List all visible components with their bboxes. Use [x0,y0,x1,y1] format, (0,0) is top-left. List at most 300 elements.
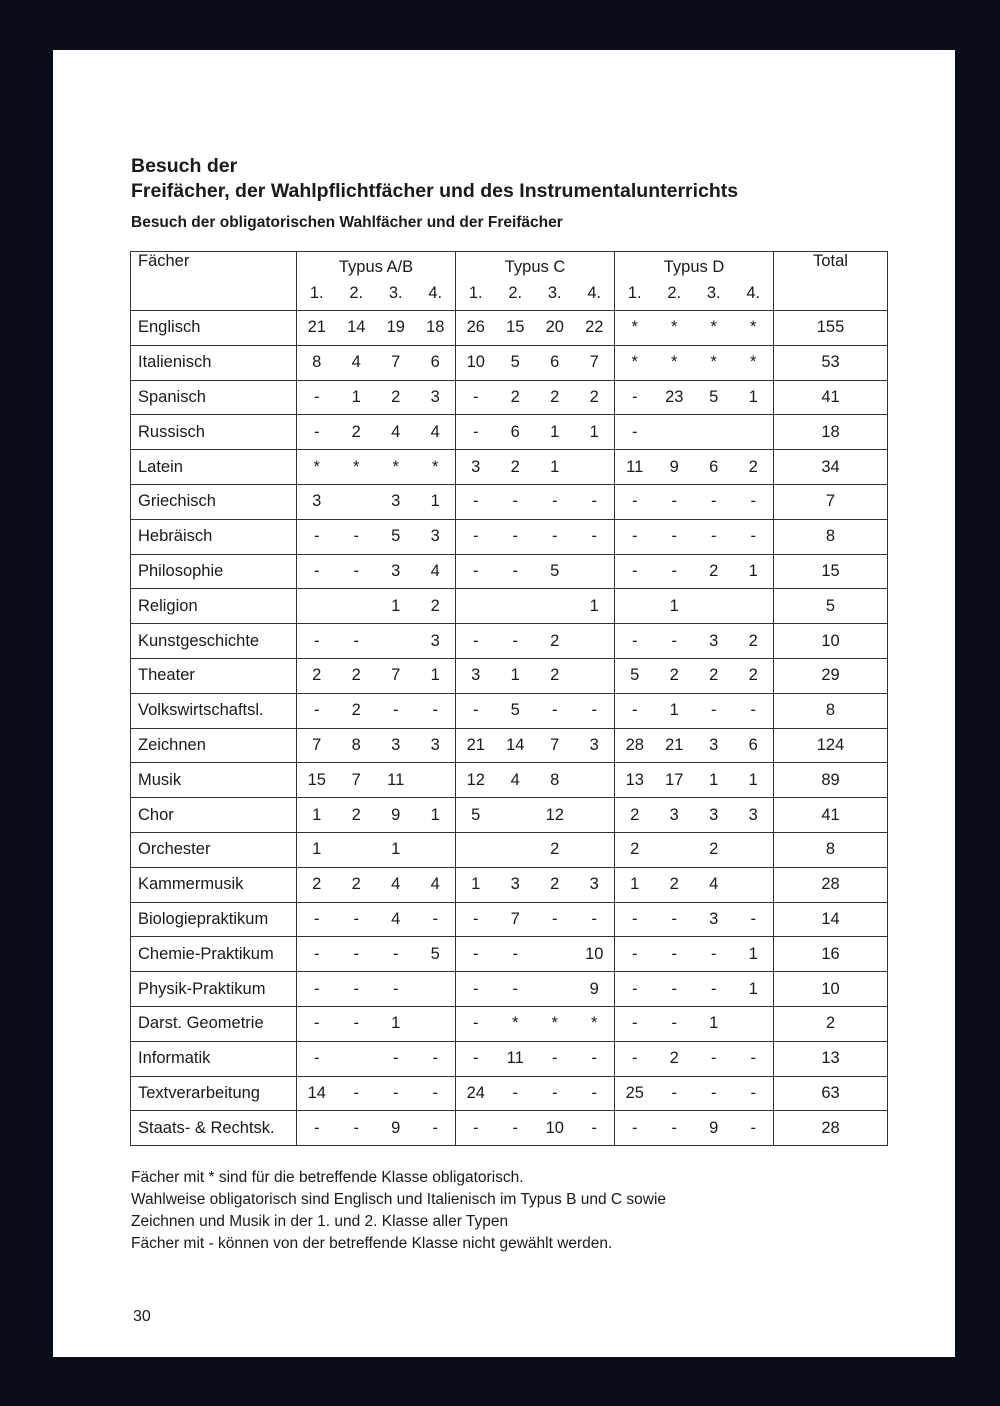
table-row [131,345,888,380]
value-cell-d-1: - [615,380,655,415]
value-cell-d-4 [734,867,774,902]
header-total: Total [774,252,888,311]
value-cell-d-4: - [734,1076,774,1111]
value-cell-c-3: 2 [535,624,575,659]
value-cell-ab-2: - [337,972,377,1007]
value-cell-ab-3: 4 [376,867,416,902]
value-cell-ab-1 [297,589,337,624]
value-cell-c-2: 15 [496,311,536,346]
value-cell-d-3: 3 [694,624,734,659]
value-cell-ab-1: 3 [297,484,337,519]
header-class: 4. [428,284,443,302]
table-body [131,311,888,1146]
total-cell: 89 [774,763,888,798]
total-cell: 10 [774,624,888,659]
value-cell-c-2: - [496,937,536,972]
value-cell-d-2: - [655,972,695,1007]
value-cell-d-1: * [615,311,655,346]
value-cell-ab-2: - [337,1076,377,1111]
table-row [131,867,888,902]
table-row [131,311,888,346]
value-cell-c-3 [535,972,575,1007]
header-class: 3. [706,284,721,302]
value-cell-d-4: * [734,345,774,380]
value-cell-ab-1: 2 [297,867,337,902]
value-cell-c-1: - [456,519,496,554]
value-cell-d-1: 1 [615,867,655,902]
value-cell-c-3: 6 [535,345,575,380]
value-cell-d-1: 25 [615,1076,655,1111]
header-class: 2. [349,284,364,302]
value-cell-ab-2: - [337,624,377,659]
value-cell-d-1: - [615,484,655,519]
total-cell: 34 [774,450,888,485]
value-cell-c-2: - [496,972,536,1007]
footnote: Fächer mit * sind für die betreffende Klasse obligatorisch. [131,1169,524,1186]
table-row [131,798,888,833]
value-cell-d-4: 3 [734,798,774,833]
value-cell-ab-4: 4 [416,554,456,589]
value-cell-c-2: - [496,1076,536,1111]
value-cell-d-3: 3 [694,728,734,763]
value-cell-ab-1: - [297,902,337,937]
table-row [131,380,888,415]
value-cell-c-2: 3 [496,867,536,902]
subject-cell: Kammermusik [131,867,297,902]
title-line-1: Besuch der [131,155,238,177]
value-cell-c-2: 5 [496,693,536,728]
subject-cell: Philosophie [131,554,297,589]
value-cell-c-1: 3 [456,658,496,693]
value-cell-c-4 [575,624,615,659]
value-cell-d-4: 2 [734,658,774,693]
total-cell: 41 [774,380,888,415]
value-cell-ab-1: - [297,1006,337,1041]
value-cell-ab-3 [376,624,416,659]
subject-cell: Russisch [131,415,297,450]
value-cell-ab-1: 2 [297,658,337,693]
value-cell-ab-4: - [416,1076,456,1111]
table-row [131,554,888,589]
value-cell-c-4: - [575,902,615,937]
value-cell-c-2 [496,798,536,833]
value-cell-ab-4: - [416,1111,456,1146]
value-cell-ab-1: - [297,415,337,450]
total-cell: 10 [774,972,888,1007]
table-row [131,450,888,485]
subject-cell: Chemie-Praktikum [131,937,297,972]
value-cell-ab-1: - [297,380,337,415]
footnote: Zeichnen und Musik in der 1. und 2. Klasse aller Typen [131,1213,509,1230]
value-cell-ab-3: 4 [376,415,416,450]
value-cell-d-4 [734,589,774,624]
value-cell-c-2: 7 [496,902,536,937]
value-cell-ab-1: - [297,1111,337,1146]
value-cell-d-2: - [655,1076,695,1111]
value-cell-ab-1: * [297,450,337,485]
value-cell-d-1: 11 [615,450,655,485]
value-cell-d-4: 1 [734,937,774,972]
value-cell-c-4: 3 [575,728,615,763]
value-cell-d-1: 13 [615,763,655,798]
value-cell-ab-1: - [297,624,337,659]
total-cell: 5 [774,589,888,624]
value-cell-d-2: 23 [655,380,695,415]
value-cell-d-4 [734,832,774,867]
table-row [131,693,888,728]
table-row [131,832,888,867]
value-cell-d-4: - [734,519,774,554]
value-cell-c-1: 3 [456,450,496,485]
value-cell-ab-1: 1 [297,832,337,867]
value-cell-c-4: - [575,693,615,728]
value-cell-ab-3: - [376,937,416,972]
value-cell-d-1: - [615,554,655,589]
value-cell-d-4: - [734,1111,774,1146]
value-cell-d-3: 2 [694,832,734,867]
value-cell-d-1: - [615,415,655,450]
value-cell-c-1: - [456,1041,496,1076]
total-cell: 41 [774,798,888,833]
value-cell-ab-2: 14 [337,311,377,346]
value-cell-ab-4: * [416,450,456,485]
value-cell-d-4: 1 [734,380,774,415]
value-cell-c-1: 1 [456,867,496,902]
value-cell-c-2: * [496,1006,536,1041]
value-cell-c-1: - [456,484,496,519]
value-cell-d-2: - [655,554,695,589]
value-cell-c-1: - [456,937,496,972]
value-cell-ab-1: - [297,554,337,589]
subject-cell: Italienisch [131,345,297,380]
title-line-2: Freifächer, der Wahlpflichtfächer und des Instrumentalunterrichts [131,180,739,202]
value-cell-ab-3: - [376,1041,416,1076]
value-cell-c-2: 4 [496,763,536,798]
value-cell-c-3: 20 [535,311,575,346]
value-cell-c-1: 12 [456,763,496,798]
value-cell-d-1: - [615,902,655,937]
value-cell-ab-1: - [297,693,337,728]
value-cell-d-1: * [615,345,655,380]
value-cell-d-1: - [615,519,655,554]
value-cell-c-4 [575,450,615,485]
value-cell-d-4: 2 [734,450,774,485]
subject-cell: Griechisch [131,484,297,519]
value-cell-c-3: 2 [535,867,575,902]
value-cell-ab-1: 8 [297,345,337,380]
value-cell-d-3: - [694,937,734,972]
value-cell-c-4: 1 [575,415,615,450]
value-cell-d-4: - [734,902,774,937]
total-cell: 13 [774,1041,888,1076]
value-cell-c-3: 5 [535,554,575,589]
value-cell-d-4: 1 [734,554,774,589]
page-title [131,154,738,204]
total-cell: 2 [774,1006,888,1041]
value-cell-c-2: - [496,519,536,554]
value-cell-c-3: - [535,1076,575,1111]
table-row [131,484,888,519]
value-cell-d-1 [615,589,655,624]
value-cell-ab-4: - [416,902,456,937]
total-cell: 18 [774,415,888,450]
subject-cell: Darst. Geometrie [131,1006,297,1041]
value-cell-c-4 [575,798,615,833]
value-cell-d-4: - [734,693,774,728]
table-row [131,415,888,450]
header-class: 4. [587,284,602,302]
value-cell-d-4: 2 [734,624,774,659]
value-cell-d-2: - [655,484,695,519]
value-cell-d-2: * [655,345,695,380]
value-cell-c-3: 1 [535,450,575,485]
value-cell-ab-3: 11 [376,763,416,798]
subject-cell: Religion [131,589,297,624]
value-cell-ab-2: 4 [337,345,377,380]
value-cell-c-1: - [456,554,496,589]
value-cell-d-4: - [734,484,774,519]
footnotes [131,1167,666,1255]
value-cell-d-2: 1 [655,589,695,624]
value-cell-c-3: - [535,519,575,554]
header-class: 1. [627,284,642,302]
subject-cell: Spanisch [131,380,297,415]
subject-cell: Volkswirtschaftsl. [131,693,297,728]
value-cell-c-4 [575,763,615,798]
value-cell-c-2: 2 [496,450,536,485]
value-cell-c-3: 12 [535,798,575,833]
total-cell: 63 [774,1076,888,1111]
value-cell-d-4: 1 [734,972,774,1007]
total-cell: 124 [774,728,888,763]
value-cell-ab-3: - [376,972,416,1007]
value-cell-ab-3: 7 [376,345,416,380]
value-cell-ab-1: - [297,972,337,1007]
value-cell-ab-4: 6 [416,345,456,380]
value-cell-d-2: - [655,519,695,554]
value-cell-d-3 [694,415,734,450]
value-cell-d-4 [734,1006,774,1041]
value-cell-ab-3: 5 [376,519,416,554]
value-cell-d-3: - [694,693,734,728]
value-cell-c-4: - [575,1076,615,1111]
value-cell-ab-2: - [337,937,377,972]
value-cell-ab-4 [416,1006,456,1041]
value-cell-c-1: 21 [456,728,496,763]
value-cell-c-1: - [456,415,496,450]
value-cell-c-3: - [535,693,575,728]
value-cell-d-2: - [655,937,695,972]
value-cell-ab-4: 4 [416,415,456,450]
header-class: 3. [547,284,562,302]
value-cell-d-3: 9 [694,1111,734,1146]
table-row [131,624,888,659]
value-cell-d-3: 1 [694,1006,734,1041]
value-cell-ab-3: 9 [376,798,416,833]
header-class: 2. [667,284,682,302]
value-cell-ab-1: - [297,1041,337,1076]
table-row [131,763,888,798]
value-cell-ab-3: 2 [376,380,416,415]
value-cell-c-2: 5 [496,345,536,380]
value-cell-ab-4: 2 [416,589,456,624]
value-cell-d-2: * [655,311,695,346]
value-cell-c-3: * [535,1006,575,1041]
value-cell-ab-4: 5 [416,937,456,972]
value-cell-ab-3: - [376,693,416,728]
value-cell-d-3: 6 [694,450,734,485]
value-cell-d-1: - [615,1111,655,1146]
value-cell-c-1: - [456,1111,496,1146]
subject-cell: Informatik [131,1041,297,1076]
value-cell-ab-2: - [337,1111,377,1146]
value-cell-d-2: 17 [655,763,695,798]
value-cell-c-3: 7 [535,728,575,763]
value-cell-d-1: 2 [615,798,655,833]
value-cell-ab-4: 18 [416,311,456,346]
value-cell-d-3: 4 [694,867,734,902]
value-cell-c-1 [456,832,496,867]
value-cell-ab-3: 1 [376,832,416,867]
value-cell-ab-3: 3 [376,728,416,763]
value-cell-c-3: 2 [535,832,575,867]
value-cell-c-2 [496,589,536,624]
subject-cell: Textverarbeitung [131,1076,297,1111]
value-cell-c-4 [575,832,615,867]
header-class: 1. [468,284,483,302]
header-subject: Fächer [131,252,297,311]
value-cell-ab-2: 2 [337,693,377,728]
value-cell-c-3: 10 [535,1111,575,1146]
value-cell-d-3: 2 [694,554,734,589]
value-cell-ab-4: 1 [416,798,456,833]
value-cell-c-1: - [456,902,496,937]
value-cell-d-4: 6 [734,728,774,763]
value-cell-ab-4 [416,763,456,798]
value-cell-d-3: - [694,484,734,519]
total-cell: 155 [774,311,888,346]
value-cell-c-2: 2 [496,380,536,415]
value-cell-ab-3: * [376,450,416,485]
value-cell-ab-3: 19 [376,311,416,346]
total-cell: 28 [774,867,888,902]
value-cell-c-2: 11 [496,1041,536,1076]
value-cell-d-2: 2 [655,1041,695,1076]
header-group-ab [297,252,456,311]
value-cell-d-3: * [694,345,734,380]
table-row [131,658,888,693]
value-cell-c-1: 26 [456,311,496,346]
value-cell-d-3: 5 [694,380,734,415]
value-cell-d-2: 2 [655,658,695,693]
value-cell-ab-4: - [416,1041,456,1076]
value-cell-ab-4: 3 [416,519,456,554]
table-row [131,1076,888,1111]
value-cell-c-2: - [496,554,536,589]
value-cell-ab-4: 3 [416,728,456,763]
value-cell-d-3: * [694,311,734,346]
value-cell-d-2: 1 [655,693,695,728]
value-cell-ab-3: 1 [376,1006,416,1041]
value-cell-d-2: 21 [655,728,695,763]
total-cell: 7 [774,484,888,519]
total-cell: 16 [774,937,888,972]
subjects-table [130,251,888,1146]
value-cell-c-4: 7 [575,345,615,380]
value-cell-ab-2: 2 [337,415,377,450]
value-cell-d-1: - [615,1006,655,1041]
total-cell: 29 [774,658,888,693]
value-cell-d-4: * [734,311,774,346]
value-cell-ab-2: - [337,519,377,554]
value-cell-ab-4: 1 [416,658,456,693]
value-cell-c-1: - [456,972,496,1007]
value-cell-ab-1: 7 [297,728,337,763]
value-cell-d-2 [655,832,695,867]
value-cell-ab-2: 8 [337,728,377,763]
subject-cell: Theater [131,658,297,693]
value-cell-c-3: 1 [535,415,575,450]
value-cell-d-2: 3 [655,798,695,833]
total-cell: 28 [774,1111,888,1146]
value-cell-d-1: 28 [615,728,655,763]
header-class: 4. [746,284,761,302]
value-cell-ab-2: 2 [337,798,377,833]
value-cell-d-4: 1 [734,763,774,798]
value-cell-ab-2: - [337,902,377,937]
value-cell-c-3: 2 [535,380,575,415]
value-cell-d-3: 3 [694,798,734,833]
table-row [131,937,888,972]
value-cell-c-4: 2 [575,380,615,415]
value-cell-ab-4 [416,972,456,1007]
value-cell-c-1: 10 [456,345,496,380]
value-cell-ab-1: 15 [297,763,337,798]
value-cell-d-4 [734,415,774,450]
value-cell-d-4: - [734,1041,774,1076]
header-class: 2. [508,284,523,302]
value-cell-d-2 [655,415,695,450]
value-cell-c-3: 2 [535,658,575,693]
value-cell-d-2: - [655,1006,695,1041]
header-class: 3. [388,284,403,302]
value-cell-c-4: 3 [575,867,615,902]
footnote: Wahlweise obligatorisch sind Englisch und Italienisch im Typus B und C sowie [131,1191,667,1208]
value-cell-d-1: 5 [615,658,655,693]
value-cell-d-2: - [655,624,695,659]
value-cell-d-1: - [615,1041,655,1076]
value-cell-c-1: - [456,693,496,728]
header-group-d-label: Typus D [663,258,725,276]
table-row [131,902,888,937]
header-group-c [456,252,615,311]
value-cell-ab-3: 7 [376,658,416,693]
subject-cell: Kunstgeschichte [131,624,297,659]
subject-cell: Zeichnen [131,728,297,763]
header-group-ab-label: Typus A/B [338,258,414,276]
value-cell-c-2: - [496,624,536,659]
subject-cell: Staats- & Rechtsk. [131,1111,297,1146]
value-cell-ab-2: * [337,450,377,485]
value-cell-d-2: - [655,1111,695,1146]
value-cell-ab-3: 4 [376,902,416,937]
value-cell-ab-3: 1 [376,589,416,624]
value-cell-c-3: 8 [535,763,575,798]
value-cell-c-4: - [575,1111,615,1146]
value-cell-c-2: 6 [496,415,536,450]
value-cell-ab-4: 4 [416,867,456,902]
value-cell-ab-2 [337,484,377,519]
